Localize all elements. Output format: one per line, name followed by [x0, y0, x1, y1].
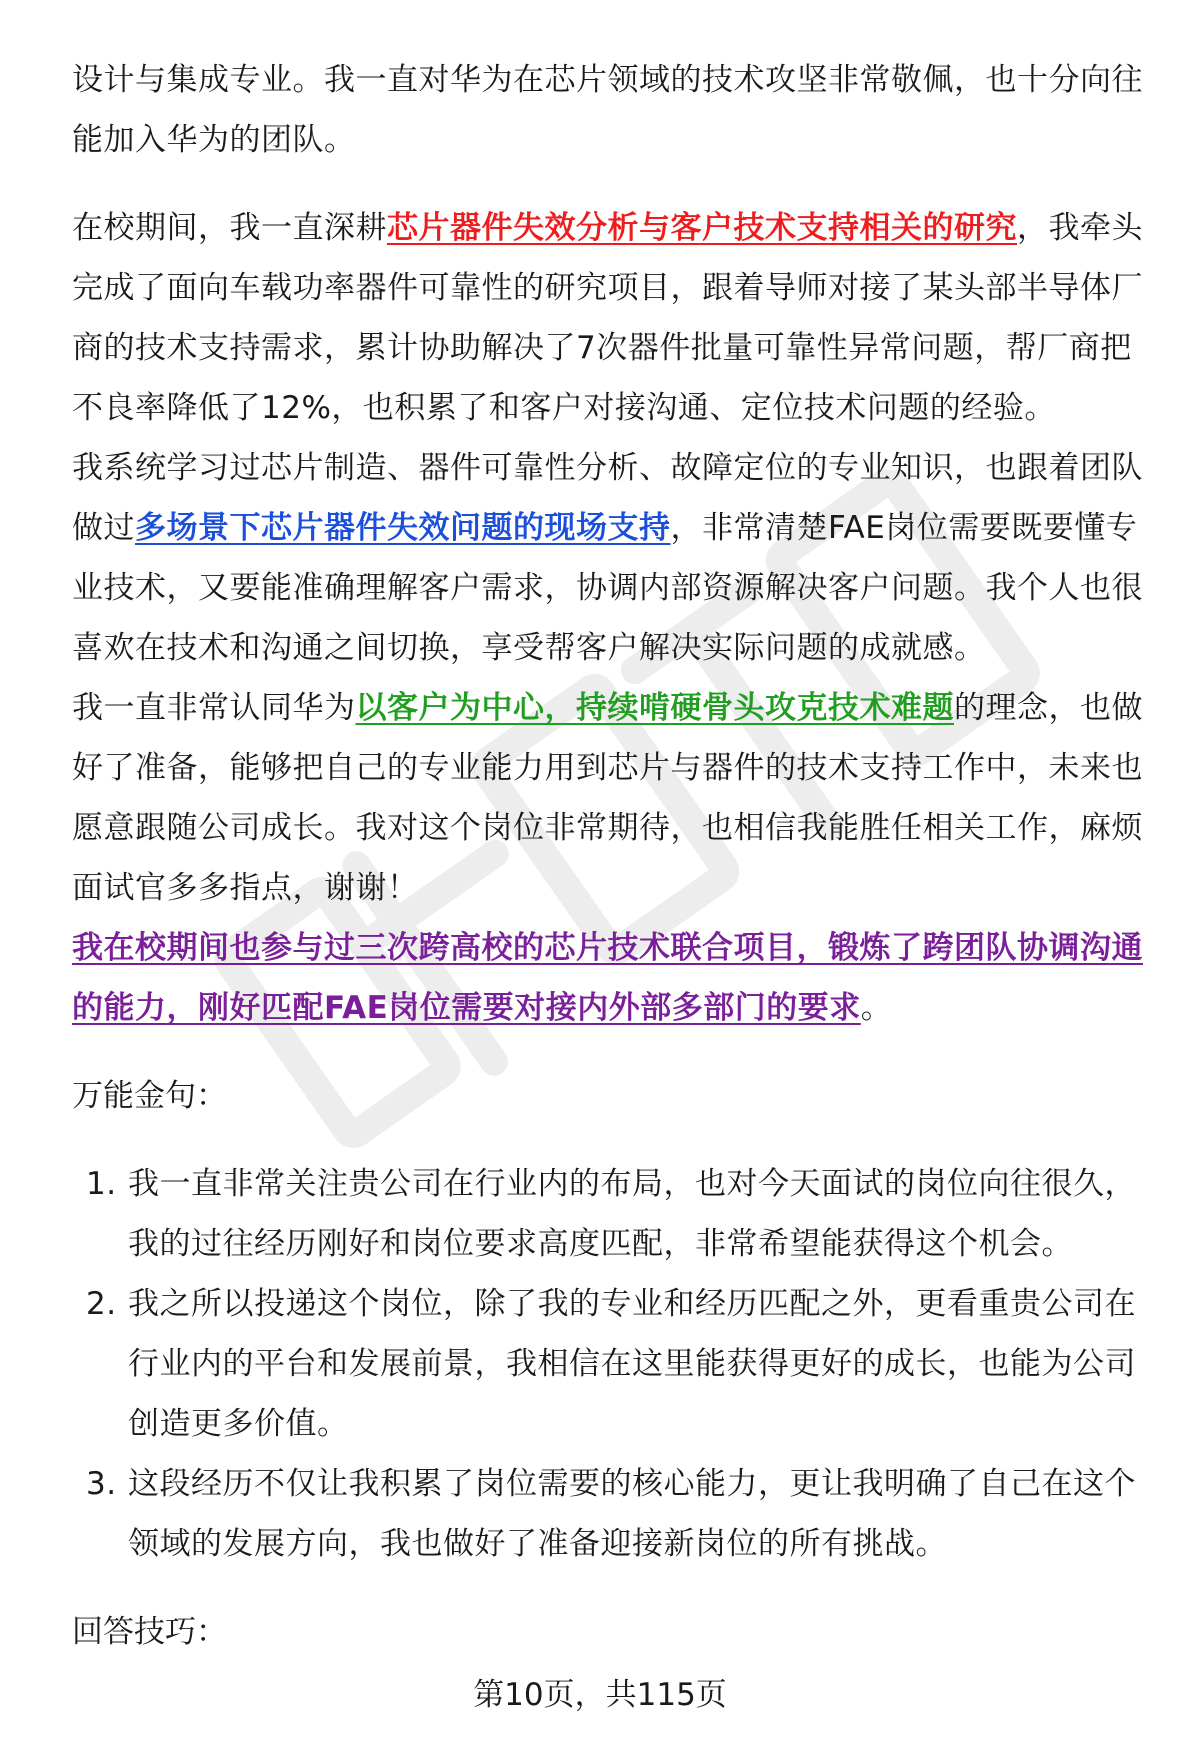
highlight-customer-centric: 以客户为中心，持续啃硬骨头攻克技术难题	[355, 690, 954, 726]
paragraph-research	[72, 198, 1152, 438]
paragraph-research-pre: 在校期间，我一直深耕	[72, 210, 387, 246]
paragraph-research-post: ，我牵头完成了面向车载功率器件可靠性的研究项目，跟着导师对接了某头部半导体厂商的技术支持需求，累计协助解决了7次器件批量可靠性异常问题，帮厂商把不良率降低了12%，也积累了和客户对接沟通、定位技术问题的经验。	[72, 210, 1143, 426]
highlight-research: 芯片器件失效分析与客户技术支持相关的研究	[387, 210, 1017, 246]
answer-tips-label: 回答技巧：	[72, 1614, 227, 1650]
golden-sentences-list	[72, 1154, 1152, 1574]
highlight-field-support: 多场景下芯片器件失效问题的现场支持	[135, 510, 671, 546]
golden-sentences-label: 万能金句：	[72, 1078, 227, 1114]
paragraph-joint-project	[72, 918, 1152, 1038]
paragraph-values-post: 的理念，也做好了准备，能够把自己的专业能力用到芯片与器件的技术支持工作中，未来也愿意跟随公司成长。我对这个岗位非常期待，也相信我能胜任相关工作，麻烦面试官多多指点，谢谢！	[72, 690, 1143, 906]
list-item-number: 1.	[86, 1166, 117, 1202]
paragraph-values	[72, 678, 1152, 918]
list-item	[72, 1274, 1152, 1454]
paragraph-knowledge	[72, 438, 1152, 678]
list-item-text: 我一直非常关注贵公司在行业内的布局，也对今天面试的岗位向往很久，我的过往经历刚好和岗位要求高度匹配，非常希望能获得这个机会。	[128, 1166, 1136, 1262]
list-item-number: 3.	[86, 1466, 117, 1502]
page-number: 第10页，共115页	[473, 1677, 727, 1713]
main-content	[72, 50, 1152, 1662]
paragraph-knowledge-post: ，非常清楚FAE岗位需要既要懂专业技术，又要能准确理解客户需求，协调内部资源解决客户问题。我个人也很喜欢在技术和沟通之间切换，享受帮客户解决实际问题的成就感。	[72, 510, 1143, 666]
list-item-text: 我之所以投递这个岗位，除了我的专业和经历匹配之外，更看重贵公司在行业内的平台和发展前景，我相信在这里能获得更好的成长，也能为公司创造更多价值。	[128, 1286, 1136, 1442]
list-item-number: 2.	[86, 1286, 117, 1322]
highlight-joint-project: 我在校期间也参与过三次跨高校的芯片技术联合项目，锻炼了跨团队协调沟通的能力，刚好匹配FAE岗位需要对接内外部多部门的要求	[72, 930, 1143, 1026]
list-item	[72, 1454, 1152, 1574]
list-item	[72, 1154, 1152, 1274]
list-item-text: 这段经历不仅让我积累了岗位需要的核心能力，更让我明确了自己在这个领域的发展方向，我也做好了准备迎接新岗位的所有挑战。	[128, 1466, 1136, 1562]
paragraph-intro: 设计与集成专业。我一直对华为在芯片领域的技术攻坚非常敬佩，也十分向往能加入华为的团队。	[72, 62, 1143, 158]
paragraph-values-pre: 我一直非常认同华为	[72, 690, 356, 726]
paragraph-knowledge-pre: 我系统学习过芯片制造、器件可靠性分析、故障定位的专业知识，也跟着团队做过	[72, 450, 1143, 546]
paragraph-joint-project-post: 。	[860, 990, 893, 1026]
